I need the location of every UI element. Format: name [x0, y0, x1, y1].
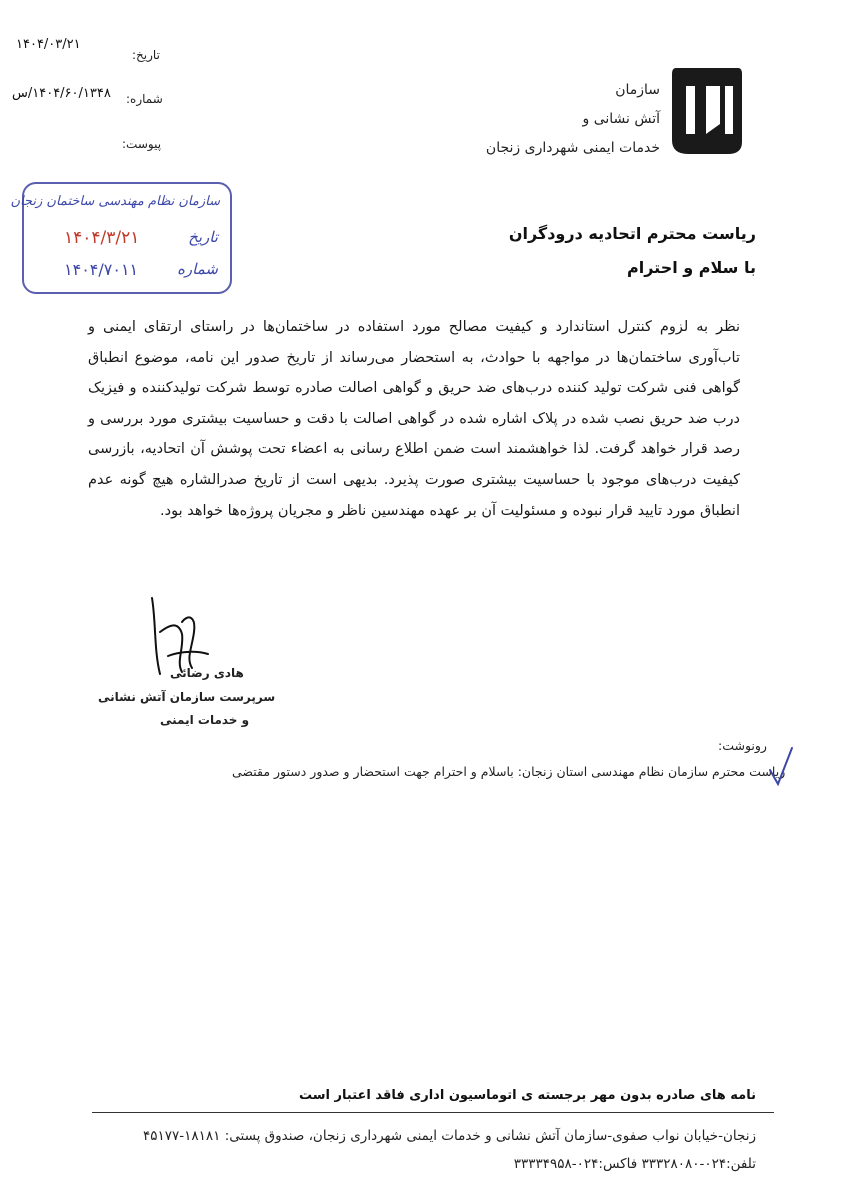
cc-line: ریاست محترم سازمان نظام مهندسی استان زنجان: باسلام و احترام جهت استحضار و صدور دستور مقتضی: [232, 764, 786, 779]
number-label: شماره:: [126, 92, 163, 106]
footer-divider: [92, 1112, 774, 1113]
greeting: با سلام و احترام: [627, 258, 756, 277]
date-label: تاریخ:: [132, 48, 160, 62]
org-name-line-1: سازمان: [615, 82, 660, 98]
org-name-line-3: خدمات ایمنی شهرداری زنجان: [485, 140, 660, 156]
org-name-line-2: آتش نشانی و: [582, 111, 660, 127]
cc-label: رونوشت:: [718, 738, 767, 753]
signatory-title-2: و خدمات ایمنی: [160, 713, 250, 727]
attachment-label: پیوست:: [122, 137, 162, 151]
signatory-title-1: سرپرست سازمان آتش نشانی: [98, 690, 276, 704]
date-value: ۱۴۰۴/۰۳/۲۱: [16, 37, 81, 52]
checkmark-icon: [766, 744, 796, 790]
letter-body: نظر به لزوم کنترل استاندارد و کیفیت مصالح مورد استفاده در ساختمان‌ها در راستای ارتقای ایمنی و تاب‌آوری ساختمان‌ها در مواجهه با حوادث، به استحضار می‌رساند از تاریخ صدور این نامه، موضوع انطباق گواهی فنی شرکت تولید کننده درب‌های ضد حریق و گواهی اصالت صادره توسط شرکت تولیدکننده و فیزیک درب ضد حریق نصب شده در پلاک اشاره شده در گواهی اصالت با دقت و حساسیت بیشتری مورد بررسی و رصد قرار خواهد گرفت. لذا خواهشمند است ضمن اطلاع رسانی به اعضاء تحت پوشش آن اتحادیه، بازرسی کیفیت درب‌های موجود با حساسیت بیشتری صورت پذیرد. بدیهی است از تاریخ صدرالشاره هیچ گونه عدم انطباق مورد تایید قرار نبوده و مسئولیت آن بر عهده مهندسین ناظر و مجریان پروژه‌ها خواهد بود.: [88, 319, 740, 519]
footer-validity-note: نامه های صادره بدون مهر برجسته ی اتوماسیون اداری فاقد اعتبار است: [299, 1088, 756, 1103]
stamp-date-value: ۱۴۰۴/۳/۲۱: [64, 228, 140, 248]
footer-address: زنجان-خیابان نواب صفوی-سازمان آتش نشانی و خدمات ایمنی شهرداری زنجان، صندوق پستی: ۱۸۱۸۱-۴۵۱۷۷: [143, 1128, 756, 1144]
signatory-name: هادی رضائی: [170, 666, 244, 680]
stamp-date-label: تاریخ: [188, 228, 218, 246]
footer-phones: تلفن:۰۲۴-۳۳۳۲۸۰۸۰ فاکس:۰۲۴-۳۳۳۳۴۹۵۸: [513, 1156, 756, 1172]
number-value: ۱۴۰۴/۶۰/۱۳۴۸/س: [12, 86, 111, 101]
addressee-title: ریاست محترم اتحادیه درودگران: [508, 224, 756, 243]
received-stamp: [10, 182, 232, 294]
stamp-number-value: ۱۴۰۴/۷۰۱۱: [64, 260, 139, 279]
stamp-org-name: سازمان نظام مهندسی ساختمان زنجان: [10, 194, 220, 209]
stamp-number-label: شماره: [177, 260, 218, 278]
fire-department-logo: [668, 62, 746, 158]
